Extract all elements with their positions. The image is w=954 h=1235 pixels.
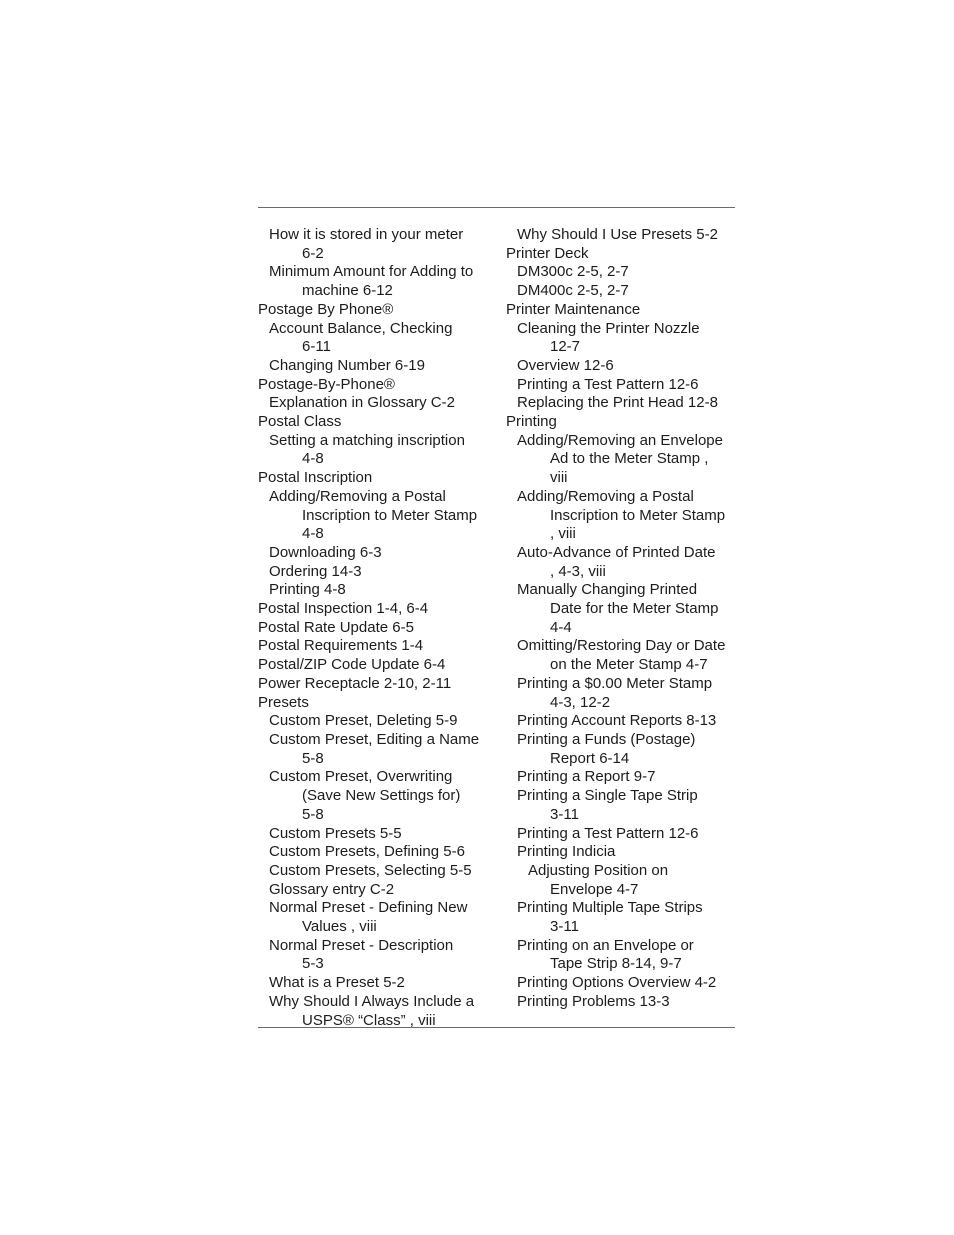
index-subentry xyxy=(258,768,498,824)
index-subentry xyxy=(258,899,498,936)
index-entry xyxy=(258,469,498,488)
entry-text: Normal Preset - Description xyxy=(269,936,454,954)
bottom-rule xyxy=(258,1027,735,1028)
index-subentry xyxy=(258,488,498,544)
entry-continuation: 12-7 xyxy=(550,338,581,356)
index-subentry xyxy=(506,376,741,395)
entry-continuation: machine 6-12 xyxy=(302,282,393,300)
entry-text: Postage-By-Phone® xyxy=(258,375,395,393)
top-rule xyxy=(258,207,735,208)
entry-continuation: on the Meter Stamp 4-7 xyxy=(550,656,708,674)
entry-text: Explanation in Glossary C-2 xyxy=(269,394,455,412)
index-entry xyxy=(258,637,498,656)
entry-text: Postal Rate Update 6-5 xyxy=(258,618,414,636)
index-subentry xyxy=(258,993,498,1030)
index-entry xyxy=(258,694,498,713)
entry-text: Postal/ZIP Code Update 6-4 xyxy=(258,656,446,674)
entry-continuation: Report 6-14 xyxy=(550,749,630,767)
entry-text: Minimum Amount for Adding to xyxy=(269,263,474,281)
index-subentry xyxy=(258,862,498,881)
index-subentry xyxy=(258,263,498,300)
entry-text: Custom Presets, Selecting 5-5 xyxy=(269,861,472,879)
entry-continuation: (Save New Settings for) xyxy=(302,787,461,805)
entry-text: Custom Preset, Overwriting xyxy=(269,768,453,786)
entry-text: Changing Number 6-19 xyxy=(269,356,425,374)
entry-text: Printing Options Overview 4-2 xyxy=(517,974,717,992)
entry-continuation: 4-3, 12-2 xyxy=(550,693,611,711)
index-subentry xyxy=(258,581,498,600)
entry-text: Printing Indicia xyxy=(517,843,616,861)
entry-text: Custom Preset, Deleting 5-9 xyxy=(269,712,458,730)
index-subentry xyxy=(506,488,741,544)
entry-text: Normal Preset - Defining New xyxy=(269,899,468,917)
index-entry xyxy=(258,656,498,675)
index-entry xyxy=(506,245,741,264)
entry-text: Printer Deck xyxy=(506,244,589,262)
index-subentry xyxy=(258,843,498,862)
index-subentry xyxy=(506,768,741,787)
index-entry xyxy=(506,301,741,320)
entry-text: Why Should I Always Include a xyxy=(269,992,475,1010)
index-entry xyxy=(258,675,498,694)
index-subentry xyxy=(506,974,741,993)
index-subentry xyxy=(258,226,498,263)
entry-text: Ordering 14-3 xyxy=(269,562,362,580)
entry-text: Postal Inspection 1-4, 6-4 xyxy=(258,600,429,618)
index-entry xyxy=(258,376,498,395)
index-subentry xyxy=(258,544,498,563)
entry-text: Postal Class xyxy=(258,413,342,431)
index-entry xyxy=(258,600,498,619)
index-subentry xyxy=(506,637,741,674)
entry-text: Printing a Report 9-7 xyxy=(517,768,656,786)
entry-continuation: Tape Strip 8-14, 9-7 xyxy=(550,955,682,973)
index-column-left xyxy=(258,226,498,1030)
index-subentry xyxy=(506,544,741,581)
entry-text: Omitting/Restoring Day or Date xyxy=(517,637,726,655)
index-subentry xyxy=(258,731,498,768)
entry-continuation: Envelope 4-7 xyxy=(550,880,639,898)
entry-text: Printing 4-8 xyxy=(269,581,346,599)
index-subentry xyxy=(506,226,741,245)
index-subentry xyxy=(506,862,741,899)
entry-text: Postal Inscription xyxy=(258,469,373,487)
entry-continuation: 3-11 xyxy=(550,805,579,823)
index-subentry xyxy=(506,731,741,768)
entry-text: Postal Requirements 1-4 xyxy=(258,637,424,655)
index-subentry xyxy=(506,899,741,936)
index-subentry xyxy=(258,563,498,582)
index-entry xyxy=(258,413,498,432)
index-subentry xyxy=(506,263,741,282)
entry-text: Printing xyxy=(506,413,557,431)
index-subentry xyxy=(506,825,741,844)
index-subentry xyxy=(506,993,741,1012)
entry-text: Postage By Phone® xyxy=(258,300,394,318)
index-entry xyxy=(506,413,741,432)
entry-text: Overview 12-6 xyxy=(517,356,614,374)
index-subentry xyxy=(506,675,741,712)
entry-text: Printing Problems 13-3 xyxy=(517,992,670,1010)
entry-text: Setting a matching inscription xyxy=(269,431,465,449)
entry-text: Printing a Funds (Postage) xyxy=(517,730,696,748)
index-subentry xyxy=(506,282,741,301)
entry-text: Printing a Test Pattern 12-6 xyxy=(517,824,699,842)
index-subentry xyxy=(258,432,498,469)
entry-continuation: 5-3 xyxy=(302,955,324,973)
index-subentry xyxy=(258,974,498,993)
entry-continuation: Values , viii xyxy=(302,918,377,936)
entry-text: Printing on an Envelope or xyxy=(517,936,694,954)
entry-continuation: Inscription to Meter Stamp xyxy=(302,506,478,524)
entry-text: Custom Presets 5-5 xyxy=(269,824,402,842)
index-column-right xyxy=(506,226,741,1012)
entry-text: Adjusting Position on xyxy=(528,861,669,879)
index-subentry xyxy=(258,937,498,974)
index-subentry xyxy=(506,432,741,488)
entry-text: Printing Multiple Tape Strips xyxy=(517,899,703,917)
entry-continuation: 4-8 xyxy=(302,450,324,468)
index-subentry xyxy=(506,937,741,974)
entry-text: Adding/Removing an Envelope xyxy=(517,431,723,449)
entry-text: How it is stored in your meter xyxy=(269,226,464,243)
entry-continuation: , 4-3, viii xyxy=(550,562,606,580)
index-subentry xyxy=(258,357,498,376)
index-subentry xyxy=(506,320,741,357)
index-subentry xyxy=(258,881,498,900)
entry-continuation: , viii xyxy=(550,525,576,543)
entry-text: Printer Maintenance xyxy=(506,300,641,318)
entry-text: What is a Preset 5-2 xyxy=(269,974,405,992)
entry-continuation: Date for the Meter Stamp xyxy=(550,600,719,618)
entry-continuation: viii xyxy=(550,469,568,487)
entry-continuation: Ad to the Meter Stamp , xyxy=(550,450,709,468)
entry-text: Replacing the Print Head 12-8 xyxy=(517,394,718,412)
index-subentry xyxy=(258,825,498,844)
entry-text: Printing a $0.00 Meter Stamp xyxy=(517,674,713,692)
index-subentry xyxy=(258,320,498,357)
entry-text: Why Should I Use Presets 5-2 xyxy=(517,226,718,243)
entry-text: Glossary entry C-2 xyxy=(269,880,395,898)
entry-text: Auto-Advance of Printed Date xyxy=(517,543,716,561)
entry-continuation: 4-8 xyxy=(302,525,324,543)
entry-continuation: 6-11 xyxy=(302,338,331,356)
entry-text: Printing a Single Tape Strip xyxy=(517,787,698,805)
entry-text: Account Balance, Checking xyxy=(269,319,453,337)
entry-continuation: 3-11 xyxy=(550,918,579,936)
index-subentry xyxy=(506,712,741,731)
entry-text: Printing a Test Pattern 12-6 xyxy=(517,375,699,393)
entry-text: Presets xyxy=(258,693,309,711)
index-subentry xyxy=(506,357,741,376)
index-subentry xyxy=(506,581,741,637)
entry-text: Downloading 6-3 xyxy=(269,543,382,561)
entry-continuation: 5-8 xyxy=(302,749,324,767)
entry-text: Custom Preset, Editing a Name xyxy=(269,730,480,748)
entry-text: Cleaning the Printer Nozzle xyxy=(517,319,700,337)
index-subentry xyxy=(506,394,741,413)
index-subentry xyxy=(506,787,741,824)
entry-continuation: 5-8 xyxy=(302,805,324,823)
entry-continuation: 4-4 xyxy=(550,618,572,636)
entry-text: Custom Presets, Defining 5-6 xyxy=(269,843,465,861)
index-subentry xyxy=(258,394,498,413)
index-entry xyxy=(258,619,498,638)
entry-text: Adding/Removing a Postal xyxy=(269,487,446,505)
entry-continuation: Inscription to Meter Stamp xyxy=(550,506,726,524)
entry-text: DM400c 2-5, 2-7 xyxy=(517,282,629,300)
index-subentry xyxy=(506,843,741,862)
index-entry xyxy=(258,301,498,320)
entry-continuation: USPS® “Class” , viii xyxy=(302,1011,436,1029)
entry-text: DM300c 2-5, 2-7 xyxy=(517,263,629,281)
entry-text: Printing Account Reports 8-13 xyxy=(517,712,717,730)
index-subentry xyxy=(258,712,498,731)
entry-text: Adding/Removing a Postal xyxy=(517,487,694,505)
entry-text: Manually Changing Printed xyxy=(517,581,698,599)
entry-continuation: 6-2 xyxy=(302,244,324,262)
entry-text: Power Receptacle 2-10, 2-11 xyxy=(258,674,452,692)
